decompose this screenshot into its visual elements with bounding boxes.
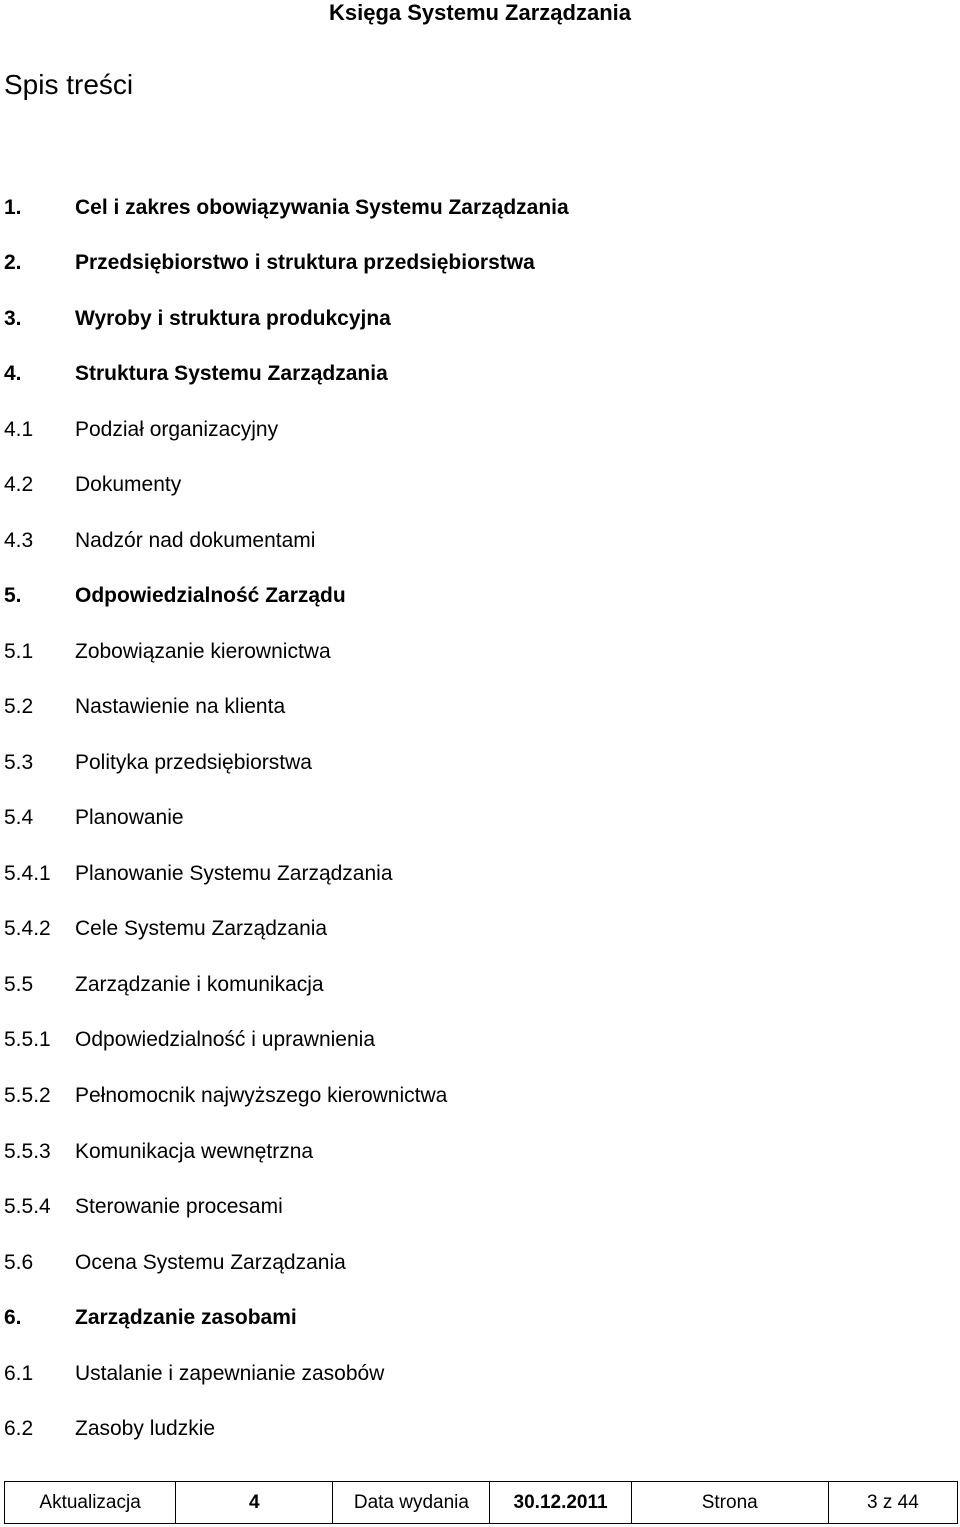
toc-entry[interactable]: [0, 569, 960, 625]
toc-entry[interactable]: [0, 180, 960, 236]
document-header: [0, 0, 960, 30]
toc-entry[interactable]: [0, 402, 960, 458]
toc-title: Spis treści: [4, 69, 134, 100]
toc-entry[interactable]: [0, 791, 960, 847]
toc-entry[interactable]: [0, 957, 960, 1013]
toc-entry[interactable]: [0, 347, 960, 403]
toc-entry[interactable]: [0, 458, 960, 514]
toc-entry-number: 5.5.4: [4, 1195, 51, 1219]
toc-entry-text: Planowanie: [75, 806, 184, 830]
toc-entry[interactable]: [0, 1013, 960, 1069]
table-of-contents: [0, 180, 960, 1457]
toc-entry-number: 5.6: [4, 1250, 34, 1274]
toc-entry[interactable]: [0, 1290, 960, 1346]
toc-entry[interactable]: [0, 1124, 960, 1180]
footer-row: [5, 1482, 958, 1524]
header-title: Księga Systemu Zarządzania: [328, 0, 631, 25]
toc-entry[interactable]: [0, 902, 960, 958]
toc-entry[interactable]: [0, 513, 960, 569]
toc-entry[interactable]: [0, 1235, 960, 1291]
toc-entry-text: Dokumenty: [75, 473, 182, 497]
toc-entry-text: Ustalanie i zapewnianie zasobów: [75, 1361, 385, 1385]
toc-entry-number: 5.4.2: [4, 917, 51, 941]
toc-entry-number: 3.: [4, 306, 22, 330]
toc-entry-text: Zasoby ludzkie: [75, 1417, 216, 1441]
toc-entry-number: 4.1: [4, 417, 34, 441]
page-value: 3 z 44: [828, 1482, 957, 1524]
toc-entry-number: 6.2: [4, 1417, 34, 1441]
toc-entry-text: Planowanie Systemu Zarządzania: [75, 861, 393, 885]
toc-entry-text: Odpowiedzialność i uprawnienia: [75, 1028, 376, 1052]
toc-entry[interactable]: [0, 1401, 960, 1457]
toc-entry-number: 6.: [4, 1306, 22, 1330]
toc-entry-text: Wyroby i struktura produkcyjna: [75, 306, 391, 330]
toc-entry-text: Polityka przedsiębiorstwa: [75, 750, 312, 774]
toc-entry[interactable]: [0, 735, 960, 791]
footer-table: [4, 1481, 958, 1524]
toc-entry[interactable]: [0, 1346, 960, 1402]
toc-entry[interactable]: [0, 1068, 960, 1124]
toc-entry-number: 5.: [4, 584, 22, 608]
toc-entry[interactable]: [0, 291, 960, 347]
toc-entry-text: Zarządzanie zasobami: [75, 1306, 297, 1330]
update-value: 4: [176, 1482, 333, 1524]
toc-entry-text: Cel i zakres obowiązywania Systemu Zarządzania: [75, 195, 569, 219]
toc-entry[interactable]: [0, 680, 960, 736]
date-value: 30.12.2011: [490, 1482, 631, 1524]
toc-entry[interactable]: [0, 624, 960, 680]
toc-entry-number: 5.1: [4, 639, 34, 663]
toc-entry-number: 2.: [4, 251, 22, 275]
toc-entry-number: 5.3: [4, 750, 34, 774]
toc-entry-number: 4.: [4, 362, 22, 386]
toc-entry-text: Przedsiębiorstwo i struktura przedsiębiorstwa: [75, 251, 535, 275]
toc-entry-text: Zarządzanie i komunikacja: [75, 972, 324, 996]
toc-entry[interactable]: [0, 1179, 960, 1235]
toc-entry[interactable]: [0, 846, 960, 902]
toc-entry-number: 5.5.2: [4, 1084, 51, 1107]
toc-entry-text: Nastawienie na klienta: [75, 695, 286, 719]
toc-entry-text: Ocena Systemu Zarządzania: [75, 1250, 346, 1274]
toc-entry-number: 5.4: [4, 806, 34, 830]
toc-entry-number: 6.1: [4, 1361, 34, 1385]
toc-entry-text: Zobowiązanie kierownictwa: [75, 639, 331, 663]
toc-entry-text: Pełnomocnik najwyższego kierownictwa: [75, 1084, 448, 1107]
page-label: Strona: [631, 1482, 828, 1524]
toc-entry-text: Sterowanie procesami: [75, 1195, 283, 1219]
toc-entry-number: 4.2: [4, 473, 34, 497]
toc-entry-text: Nadzór nad dokumentami: [75, 528, 316, 552]
update-label: Aktualizacja: [5, 1482, 176, 1524]
toc-entry-number: 5.2: [4, 695, 34, 719]
toc-entry-text: Podział organizacyjny: [75, 417, 279, 441]
toc-entry-number: 5.5.3: [4, 1139, 51, 1163]
toc-entry-number: 5.5.1: [4, 1028, 51, 1052]
toc-entry-text: Struktura Systemu Zarządzania: [75, 362, 388, 386]
toc-entry-number: 5.4.1: [4, 861, 51, 885]
toc-entry-text: Cele Systemu Zarządzania: [75, 917, 328, 941]
toc-entry-text: Komunikacja wewnętrzna: [75, 1139, 314, 1163]
toc-entry-text: Odpowiedzialność Zarządu: [75, 584, 346, 608]
toc-entry-number: 5.5: [4, 972, 34, 996]
toc-entry-number: 4.3: [4, 528, 34, 552]
toc-entry-number: 1.: [4, 195, 22, 219]
toc-entry[interactable]: [0, 236, 960, 292]
date-label: Data wydania: [333, 1482, 490, 1524]
